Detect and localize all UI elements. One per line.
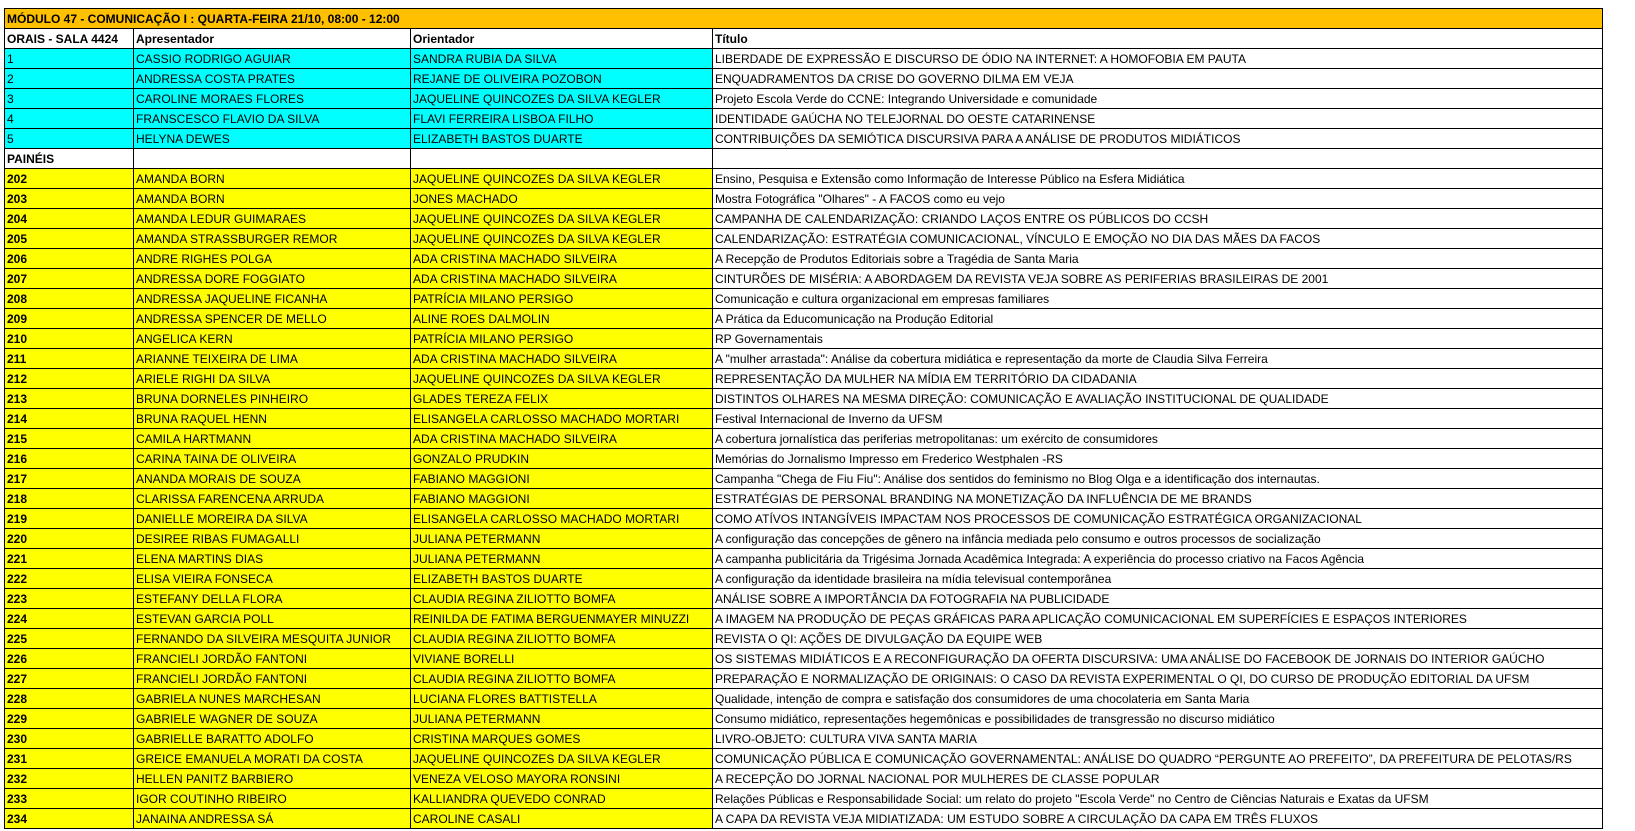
panel-row <box>5 589 1603 609</box>
panel-row <box>5 309 1603 329</box>
panel-row <box>5 169 1603 189</box>
cell-title[interactable]: RP Governamentais <box>713 329 1603 349</box>
cell-advisor[interactable]: FLAVI FERREIRA LISBOA FILHO <box>411 109 713 129</box>
cell-advisor[interactable]: ELISANGELA CARLOSSO MACHADO MORTARI <box>411 409 713 429</box>
cell-presenter[interactable]: CARINA TAINA DE OLIVEIRA <box>134 449 411 469</box>
cell-number[interactable]: 204 <box>5 209 134 229</box>
panel-row <box>5 369 1603 389</box>
cell-advisor[interactable]: ELISANGELA CARLOSSO MACHADO MORTARI <box>411 509 713 529</box>
cell-number[interactable]: 210 <box>5 329 134 349</box>
cell-advisor[interactable]: JONES MACHADO <box>411 189 713 209</box>
cell-title[interactable]: COMO ATÍVOS INTANGÍVEIS IMPACTAM NOS PROCESSOS DE COMUNICAÇÃO ESTRATÉGICA ORGANIZACIONAL <box>713 509 1603 529</box>
panel-row <box>5 349 1603 369</box>
cell-number[interactable]: 227 <box>5 669 134 689</box>
panel-row <box>5 569 1603 589</box>
cell-title[interactable]: ENQUADRAMENTOS DA CRISE DO GOVERNO DILMA EM VEJA <box>713 69 1603 89</box>
cell-advisor[interactable]: JAQUELINE QUINCOZES DA SILVA KEGLER <box>411 89 713 109</box>
cell-presenter[interactable]: DANIELLE MOREIRA DA SILVA <box>134 509 411 529</box>
cell-presenter[interactable]: ESTEFANY DELLA FLORA <box>134 589 411 609</box>
cell-presenter[interactable]: ANGELICA KERN <box>134 329 411 349</box>
cell-presenter[interactable]: AMANDA BORN <box>134 169 411 189</box>
oral-row <box>5 129 1603 149</box>
cell-presenter[interactable]: GABRIELA NUNES MARCHESAN <box>134 689 411 709</box>
cell-title[interactable]: A campanha publicitária da Trigésima Jornada Acadêmica Integrada: A experiência do processo criativo na Facos Agência <box>713 549 1603 569</box>
oral-row <box>5 49 1603 69</box>
cell-presenter[interactable]: ANDRESSA DORE FOGGIATO <box>134 269 411 289</box>
cell-advisor[interactable]: PATRÍCIA MILANO PERSIGO <box>411 329 713 349</box>
cell-title[interactable]: A configuração das concepções de gênero na infância mediada pelo consumo e outros processos de socialização <box>713 529 1603 549</box>
cell-presenter[interactable]: HELLEN PANITZ BARBIERO <box>134 769 411 789</box>
cell-number[interactable]: 4 <box>5 109 134 129</box>
cell-number[interactable]: 226 <box>5 649 134 669</box>
cell-presenter[interactable]: GABRIELLE BARATTO ADOLFO <box>134 729 411 749</box>
schedule-table <box>4 8 1603 829</box>
cell-advisor[interactable]: JULIANA PETERMANN <box>411 549 713 569</box>
cell-presenter[interactable]: CAROLINE MORAES FLORES <box>134 89 411 109</box>
cell-advisor[interactable]: FABIANO MAGGIONI <box>411 489 713 509</box>
cell-advisor[interactable]: ELIZABETH BASTOS DUARTE <box>411 569 713 589</box>
cell-number[interactable]: 223 <box>5 589 134 609</box>
cell-advisor[interactable]: PATRÍCIA MILANO PERSIGO <box>411 289 713 309</box>
panel-row <box>5 629 1603 649</box>
panel-row <box>5 449 1603 469</box>
cell-number[interactable]: 205 <box>5 229 134 249</box>
cell-advisor[interactable]: FABIANO MAGGIONI <box>411 469 713 489</box>
cell-title[interactable]: LIVRO-OBJETO: CULTURA VIVA SANTA MARIA <box>713 729 1603 749</box>
cell-number[interactable]: 225 <box>5 629 134 649</box>
cell-advisor[interactable]: ELIZABETH BASTOS DUARTE <box>411 129 713 149</box>
cell-number[interactable]: 209 <box>5 309 134 329</box>
cell-presenter[interactable]: FRANCIELI JORDÃO FANTONI <box>134 669 411 689</box>
empty-cell[interactable] <box>411 149 713 169</box>
cell-title[interactable]: A "mulher arrastada": Análise da cobertura midiática e representação da morte de Claudia Silva Ferreira <box>713 349 1603 369</box>
cell-number[interactable]: 1 <box>5 49 134 69</box>
panel-row <box>5 669 1603 689</box>
cell-title[interactable]: CONTRIBUIÇÕES DA SEMIÓTICA DISCURSIVA PARA A ANÁLISE DE PRODUTOS MIDIÁTICOS <box>713 129 1603 149</box>
cell-presenter[interactable]: AMANDA BORN <box>134 189 411 209</box>
cell-number[interactable]: 217 <box>5 469 134 489</box>
panel-row <box>5 289 1603 309</box>
cell-number[interactable]: 3 <box>5 89 134 109</box>
cell-advisor[interactable]: CAROLINE CASALI <box>411 809 713 829</box>
header-orientador[interactable]: Orientador <box>411 29 713 49</box>
cell-number[interactable]: 213 <box>5 389 134 409</box>
header-titulo[interactable]: Título <box>713 29 1603 49</box>
cell-presenter[interactable]: BRUNA RAQUEL HENN <box>134 409 411 429</box>
cell-number[interactable]: 208 <box>5 289 134 309</box>
cell-title[interactable]: Comunicação e cultura organizacional em empresas familiares <box>713 289 1603 309</box>
cell-title[interactable]: Memórias do Jornalismo Impresso em Frederico Westphalen -RS <box>713 449 1603 469</box>
cell-presenter[interactable]: ARIELE RIGHI DA SILVA <box>134 369 411 389</box>
cell-advisor[interactable]: JAQUELINE QUINCOZES DA SILVA KEGLER <box>411 369 713 389</box>
cell-presenter[interactable]: ELISA VIEIRA FONSECA <box>134 569 411 589</box>
cell-number[interactable]: 211 <box>5 349 134 369</box>
cell-advisor[interactable]: JAQUELINE QUINCOZES DA SILVA KEGLER <box>411 209 713 229</box>
cell-presenter[interactable]: DESIREE RIBAS FUMAGALLI <box>134 529 411 549</box>
cell-title[interactable]: IDENTIDADE GAÚCHA NO TELEJORNAL DO OESTE CATARINENSE <box>713 109 1603 129</box>
cell-title[interactable]: Qualidade, intenção de compra e satisfação dos consumidores de uma chocolateria em Santa Maria <box>713 689 1603 709</box>
cell-advisor[interactable]: REJANE DE OLIVEIRA POZOBON <box>411 69 713 89</box>
panel-row <box>5 709 1603 729</box>
cell-number[interactable]: 206 <box>5 249 134 269</box>
panel-row <box>5 749 1603 769</box>
cell-title[interactable]: Relações Públicas e Responsabilidade Social: um relato do projeto "Escola Verde" no Centro de Ciências Naturais e Exatas da UFSM <box>713 789 1603 809</box>
cell-title[interactable]: CAMPANHA DE CALENDARIZAÇÃO: CRIANDO LAÇOS ENTRE OS PÚBLICOS DO CCSH <box>713 209 1603 229</box>
cell-title[interactable]: CINTURÕES DE MISÉRIA: A ABORDAGEM DA REVISTA VEJA SOBRE AS PERIFERIAS BRASILEIRAS DE 2001 <box>713 269 1603 289</box>
cell-number[interactable]: 218 <box>5 489 134 509</box>
cell-title[interactable]: PREPARAÇÃO E NORMALIZAÇÃO DE ORIGINAIS: O CASO DA REVISTA EXPERIMENTAL O QI, DO CURSO DE PRODUÇÃO EDITORIAL DA UFSM <box>713 669 1603 689</box>
panels-section-row <box>5 149 1603 169</box>
panel-row <box>5 609 1603 629</box>
panel-row <box>5 229 1603 249</box>
cell-number[interactable]: 5 <box>5 129 134 149</box>
cell-advisor[interactable]: JAQUELINE QUINCOZES DA SILVA KEGLER <box>411 229 713 249</box>
panel-row <box>5 509 1603 529</box>
cell-title[interactable]: ANÁLISE SOBRE A IMPORTÂNCIA DA FOTOGRAFIA NA PUBLICIDADE <box>713 589 1603 609</box>
cell-number[interactable]: 202 <box>5 169 134 189</box>
panel-row <box>5 809 1603 829</box>
module-title[interactable]: MÓDULO 47 - COMUNICAÇÃO I : QUARTA-FEIRA 21/10, 08:00 - 12:00 <box>5 9 1603 29</box>
cell-title[interactable]: Campanha "Chega de Fiu Fiu": Análise dos sentidos do feminismo no Blog Olga e a identificação dos internautas. <box>713 469 1603 489</box>
panel-row <box>5 769 1603 789</box>
panel-row <box>5 189 1603 209</box>
panel-row <box>5 729 1603 749</box>
panel-row <box>5 389 1603 409</box>
cell-title[interactable]: A IMAGEM NA PRODUÇÃO DE PEÇAS GRÁFICAS PARA APLICAÇÃO COMUNICACIONAL EM SUPERFÍCIES E ESPAÇOS INTERIORES <box>713 609 1603 629</box>
cell-advisor[interactable]: JULIANA PETERMANN <box>411 529 713 549</box>
cell-title[interactable]: A Prática da Educomunicação na Produção Editorial <box>713 309 1603 329</box>
cell-title[interactable]: REVISTA O QI: AÇÕES DE DIVULGAÇÃO DA EQUIPE WEB <box>713 629 1603 649</box>
cell-presenter[interactable]: ANDRESSA JAQUELINE FICANHA <box>134 289 411 309</box>
cell-presenter[interactable]: GABRIELE WAGNER DE SOUZA <box>134 709 411 729</box>
cell-number[interactable]: 228 <box>5 689 134 709</box>
header-row <box>5 29 1603 49</box>
cell-advisor[interactable]: GONZALO PRUDKIN <box>411 449 713 469</box>
cell-title[interactable]: Mostra Fotográfica "Olhares" - A FACOS como eu vejo <box>713 189 1603 209</box>
cell-title[interactable]: Consumo midiático, representações hegemônicas e possibilidades de transgressão no discurso midiático <box>713 709 1603 729</box>
panel-row <box>5 249 1603 269</box>
cell-number[interactable]: 2 <box>5 69 134 89</box>
cell-number[interactable]: 215 <box>5 429 134 449</box>
cell-number[interactable]: 203 <box>5 189 134 209</box>
panel-row <box>5 789 1603 809</box>
cell-presenter[interactable]: BRUNA DORNELES PINHEIRO <box>134 389 411 409</box>
cell-number[interactable]: 222 <box>5 569 134 589</box>
cell-title[interactable]: A Recepção de Produtos Editoriais sobre a Tragédia de Santa Maria <box>713 249 1603 269</box>
cell-title[interactable]: A CAPA DA REVISTA VEJA MIDIATIZADA: UM ESTUDO SOBRE A CIRCULAÇÃO DA CAPA EM TRÊS FLUXOS <box>713 809 1603 829</box>
cell-title[interactable]: A RECEPÇÃO DO JORNAL NACIONAL POR MULHERES DE CLASSE POPULAR <box>713 769 1603 789</box>
cell-presenter[interactable]: IGOR COUTINHO RIBEIRO <box>134 789 411 809</box>
cell-advisor[interactable]: ADA CRISTINA MACHADO SILVEIRA <box>411 429 713 449</box>
oral-row <box>5 69 1603 89</box>
cell-number[interactable]: 224 <box>5 609 134 629</box>
header-apresentador[interactable]: Apresentador <box>134 29 411 49</box>
cell-advisor[interactable]: VIVIANE BORELLI <box>411 649 713 669</box>
cell-presenter[interactable]: JANAINA ANDRESSA SÁ <box>134 809 411 829</box>
cell-presenter[interactable]: FRANCIELI JORDÃO FANTONI <box>134 649 411 669</box>
cell-title[interactable]: A cobertura jornalística das periferias metropolitanas: um exército de consumidores <box>713 429 1603 449</box>
cell-number[interactable]: 207 <box>5 269 134 289</box>
cell-presenter[interactable]: GREICE EMANUELA MORATI DA COSTA <box>134 749 411 769</box>
cell-presenter[interactable]: ANDRESSA COSTA PRATES <box>134 69 411 89</box>
cell-title[interactable]: ESTRATÉGIAS DE PERSONAL BRANDING NA MONETIZAÇÃO DA INFLUÊNCIA DE ME BRANDS <box>713 489 1603 509</box>
cell-number[interactable]: 214 <box>5 409 134 429</box>
cell-advisor[interactable]: LUCIANA FLORES BATTISTELLA <box>411 689 713 709</box>
oral-row <box>5 89 1603 109</box>
panel-row <box>5 269 1603 289</box>
cell-presenter[interactable]: FRANSCESCO FLAVIO DA SILVA <box>134 109 411 129</box>
empty-cell[interactable] <box>713 149 1603 169</box>
cell-presenter[interactable]: CAMILA HARTMANN <box>134 429 411 449</box>
panel-row <box>5 529 1603 549</box>
cell-advisor[interactable]: ADA CRISTINA MACHADO SILVEIRA <box>411 249 713 269</box>
cell-advisor[interactable]: ADA CRISTINA MACHADO SILVEIRA <box>411 269 713 289</box>
cell-advisor[interactable]: CLAUDIA REGINA ZILIOTTO BOMFA <box>411 629 713 649</box>
cell-number[interactable]: 219 <box>5 509 134 529</box>
panel-row <box>5 429 1603 449</box>
cell-number[interactable]: 230 <box>5 729 134 749</box>
spreadsheet <box>4 8 1602 829</box>
cell-number[interactable]: 229 <box>5 709 134 729</box>
cell-presenter[interactable]: ANANDA MORAIS DE SOUZA <box>134 469 411 489</box>
panel-row <box>5 689 1603 709</box>
cell-advisor[interactable]: CLAUDIA REGINA ZILIOTTO BOMFA <box>411 589 713 609</box>
cell-presenter[interactable]: FERNANDO DA SILVEIRA MESQUITA JUNIOR <box>134 629 411 649</box>
cell-title[interactable]: Projeto Escola Verde do CCNE: Integrando Universidade e comunidade <box>713 89 1603 109</box>
cell-presenter[interactable]: CLARISSA FARENCENA ARRUDA <box>134 489 411 509</box>
cell-title[interactable]: LIBERDADE DE EXPRESSÃO E DISCURSO DE ÓDIO NA INTERNET: A HOMOFOBIA EM PAUTA <box>713 49 1603 69</box>
cell-title[interactable]: DISTINTOS OLHARES NA MESMA DIREÇÃO: COMUNICAÇÃO E AVALIAÇÃO INSTITUCIONAL DE QUALIDADE <box>713 389 1603 409</box>
panel-row <box>5 329 1603 349</box>
cell-number[interactable]: 233 <box>5 789 134 809</box>
panel-row <box>5 549 1603 569</box>
cell-number[interactable]: 221 <box>5 549 134 569</box>
module-title-row <box>5 9 1603 29</box>
cell-number[interactable]: 212 <box>5 369 134 389</box>
panel-row <box>5 469 1603 489</box>
cell-presenter[interactable]: ANDRE RIGHES POLGA <box>134 249 411 269</box>
cell-advisor[interactable]: CRISTINA MARQUES GOMES <box>411 729 713 749</box>
cell-advisor[interactable]: ALINE ROES DALMOLIN <box>411 309 713 329</box>
cell-number[interactable]: 232 <box>5 769 134 789</box>
cell-title[interactable]: REPRESENTAÇÃO DA MULHER NA MÍDIA EM TERRITÓRIO DA CIDADANIA <box>713 369 1603 389</box>
cell-title[interactable]: Festival Internacional de Inverno da UFSM <box>713 409 1603 429</box>
cell-advisor[interactable]: REINILDA DE FATIMA BERGUENMAYER MINUZZI <box>411 609 713 629</box>
panels-section-label[interactable]: PAINÉIS <box>5 149 134 169</box>
cell-advisor[interactable]: VENEZA VELOSO MAYORA RONSINI <box>411 769 713 789</box>
cell-presenter[interactable]: CASSIO RODRIGO AGUIAR <box>134 49 411 69</box>
cell-presenter[interactable]: AMANDA LEDUR GUIMARAES <box>134 209 411 229</box>
cell-title[interactable]: A configuração da identidade brasileira na mídia televisual contemporânea <box>713 569 1603 589</box>
panel-row <box>5 649 1603 669</box>
cell-number[interactable]: 234 <box>5 809 134 829</box>
cell-presenter[interactable]: ELENA MARTINS DIAS <box>134 549 411 569</box>
cell-presenter[interactable]: ESTEVAN GARCIA POLL <box>134 609 411 629</box>
cell-title[interactable]: COMUNICAÇÃO PÚBLICA E COMUNICAÇÃO GOVERNAMENTAL: ANÁLISE DO QUADRO “PERGUNTE AO PREFEITO”, DA PREFEITURA DE PELOTAS/RS <box>713 749 1603 769</box>
cell-advisor[interactable]: CLAUDIA REGINA ZILIOTTO BOMFA <box>411 669 713 689</box>
cell-number[interactable]: 216 <box>5 449 134 469</box>
panel-row <box>5 489 1603 509</box>
panel-row <box>5 409 1603 429</box>
cell-advisor[interactable]: ADA CRISTINA MACHADO SILVEIRA <box>411 349 713 369</box>
cell-number[interactable]: 220 <box>5 529 134 549</box>
empty-cell[interactable] <box>134 149 411 169</box>
cell-title[interactable]: CALENDARIZAÇÃO: ESTRATÉGIA COMUNICACIONAL, VÍNCULO E EMOÇÃO NO DIA DAS MÃES DA FACOS <box>713 229 1603 249</box>
header-orais-sala[interactable]: ORAIS - SALA 4424 <box>5 29 134 49</box>
cell-advisor[interactable]: JAQUELINE QUINCOZES DA SILVA KEGLER <box>411 749 713 769</box>
cell-presenter[interactable]: ARIANNE TEIXEIRA DE LIMA <box>134 349 411 369</box>
cell-number[interactable]: 231 <box>5 749 134 769</box>
cell-presenter[interactable]: HELYNA DEWES <box>134 129 411 149</box>
cell-advisor[interactable]: JULIANA PETERMANN <box>411 709 713 729</box>
cell-advisor[interactable]: SANDRA RUBIA DA SILVA <box>411 49 713 69</box>
cell-advisor[interactable]: GLADES TEREZA FELIX <box>411 389 713 409</box>
cell-title[interactable]: OS SISTEMAS MIDIÁTICOS E A RECONFIGURAÇÃO DA OFERTA DISCURSIVA: UMA ANÁLISE DO FACEBOOK DE JORNAIS DO INTERIOR GAÚCHO <box>713 649 1603 669</box>
oral-row <box>5 109 1603 129</box>
panel-row <box>5 209 1603 229</box>
cell-title[interactable]: Ensino, Pesquisa e Extensão como Informação de Interesse Público na Esfera Midiática <box>713 169 1603 189</box>
cell-advisor[interactable]: JAQUELINE QUINCOZES DA SILVA KEGLER <box>411 169 713 189</box>
cell-advisor[interactable]: KALLIANDRA QUEVEDO CONRAD <box>411 789 713 809</box>
cell-presenter[interactable]: AMANDA STRASSBURGER REMOR <box>134 229 411 249</box>
cell-presenter[interactable]: ANDRESSA SPENCER DE MELLO <box>134 309 411 329</box>
